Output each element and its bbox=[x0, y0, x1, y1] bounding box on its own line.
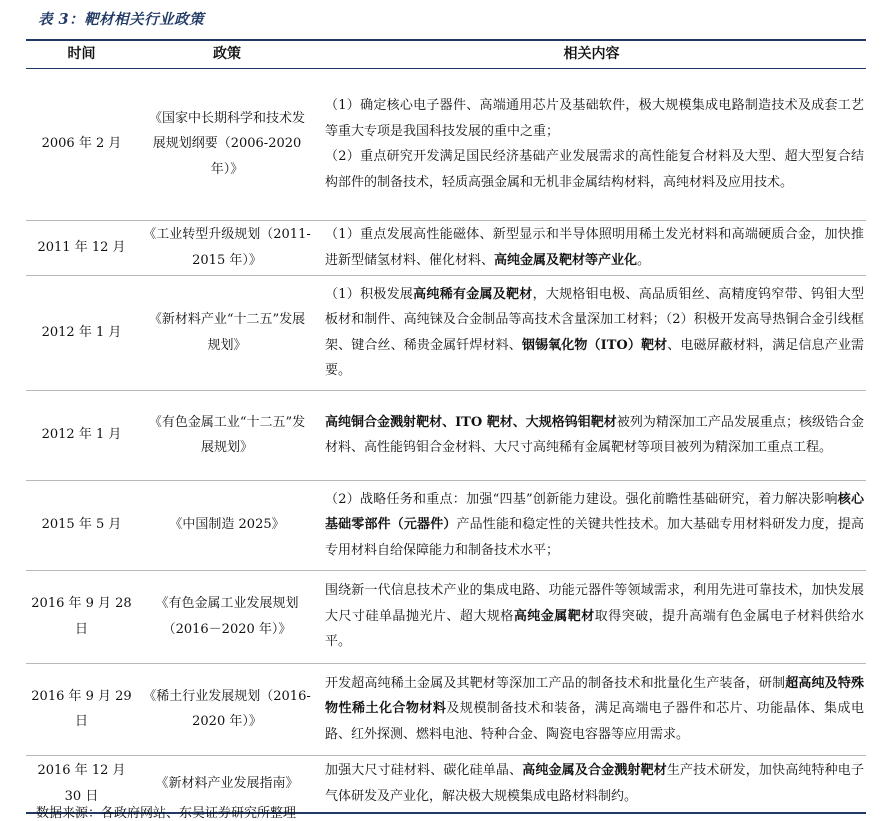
row-policy: 《中国制造 2025》 bbox=[137, 480, 317, 570]
content-text: 及规模制备技术和装备，满足高端电子器件和芯片、功能晶体、集成电路、红外探测、燃料电池、特种合金、陶瓷电容器等应用需求。 bbox=[325, 701, 864, 742]
content-text: （1）重点发展高性能磁体、新型显示和半导体照明用稀土发光材料和高端硬质合金，加快推进新型储氢材料、催化材料、 bbox=[325, 227, 864, 268]
content-text: 取得突破，提升高端有色金属电子材料供给水平。 bbox=[325, 608, 864, 650]
content-paragraph bbox=[325, 93, 864, 144]
content-text: 被列为精深加工产品发展重点；核级锆合金材料、高性能钨钼合金材料、大尺寸高纯稀有金属靶材等项目被列为精深加工重点工程。 bbox=[325, 414, 864, 455]
data-source-note: 数据来源：各政府网站、东吴证券研究所整理 bbox=[36, 806, 297, 821]
header-policy: 政策 bbox=[137, 40, 317, 68]
content-paragraph bbox=[325, 487, 864, 564]
content-text: 生产技术研发，加快高纯特种电子气体研发及产业化，解决极大规模集成电路材料制约。 bbox=[325, 763, 864, 804]
table-row bbox=[26, 275, 866, 390]
table-row bbox=[26, 480, 866, 570]
row-policy: 《新材料产业发展指南》 bbox=[137, 755, 317, 813]
row-time: 2016 年 12 月 30 日 bbox=[26, 755, 137, 813]
row-policy: 《国家中长期科学和技术发展规划纲要（2006-2020 年）》 bbox=[137, 68, 317, 220]
content-paragraph bbox=[325, 410, 864, 461]
content-paragraph bbox=[325, 578, 864, 655]
row-time: 2011 年 12 月 bbox=[26, 220, 137, 275]
table-row bbox=[26, 663, 866, 755]
content-paragraph bbox=[325, 758, 864, 809]
content-text: 开发超高纯稀土金属及其靶材等深加工产品的制备技术和批量化生产装备，研制 bbox=[325, 675, 786, 691]
row-content bbox=[317, 68, 866, 220]
row-policy: 《稀土行业发展规划（2016-2020 年）》 bbox=[137, 663, 317, 755]
content-highlight: 铟锡氧化物（ITO）靶材 bbox=[521, 337, 668, 353]
table-row bbox=[26, 570, 866, 663]
content-text: ，大规格钼电极、高品质钼丝、高精度钨窄带、钨钼大型板材和制件、高纯铼及合金制品等高技术含量深加工材料；（2）积极开发高导热铜合金引线框架、键合丝、稀贵金属钎焊材料、 bbox=[325, 286, 864, 353]
content-highlight: 高纯金属及合金溅射靶材 bbox=[522, 763, 667, 779]
row-policy: 《新材料产业“十二五”发展规划》 bbox=[137, 275, 317, 390]
content-text: （2）战略任务和重点：加强“四基”创新能力建设。强化前瞻性基础研究，着力解决影响 bbox=[325, 491, 838, 507]
table-row bbox=[26, 68, 866, 220]
content-text: （1）确定核心电子器件、高端通用芯片及基础软件，极大规模集成电路制造技术及成套工艺等重大专项是我国科技发展的重中之重； bbox=[325, 98, 864, 139]
header-time: 时间 bbox=[26, 40, 137, 68]
content-text: 产品性能和稳定性的关键共性技术。加大基础专用材料研发力度，提高专用材料自给保障能力和制备技术水平； bbox=[325, 517, 864, 558]
row-content bbox=[317, 390, 866, 480]
content-text: 、电磁屏蔽材料，满足信息产业需要。 bbox=[325, 337, 864, 378]
content-paragraph bbox=[325, 671, 864, 748]
content-highlight: 超高纯及特殊物性稀土化合物材料 bbox=[325, 675, 864, 717]
row-time: 2006 年 2 月 bbox=[26, 68, 137, 220]
content-highlight: 高纯金属靶材 bbox=[513, 608, 595, 624]
row-content bbox=[317, 220, 866, 275]
table-title: 表 3：靶材相关行业政策 bbox=[38, 11, 205, 28]
row-content bbox=[317, 570, 866, 663]
content-paragraph bbox=[325, 282, 864, 384]
row-time: 2012 年 1 月 bbox=[26, 390, 137, 480]
row-time: 2016 年 9 月 29 日 bbox=[26, 663, 137, 755]
content-text: 加强大尺寸硅材料、碳化硅单晶、 bbox=[325, 763, 523, 779]
row-policy: 《有色金属工业“十二五”发展规划》 bbox=[137, 390, 317, 480]
table-row bbox=[26, 390, 866, 480]
table-row bbox=[26, 220, 866, 275]
row-time: 2015 年 5 月 bbox=[26, 480, 137, 570]
row-time: 2012 年 1 月 bbox=[26, 275, 137, 390]
content-highlight: 高纯金属及靶材等产业化 bbox=[494, 252, 638, 268]
row-time: 2016 年 9 月 28 日 bbox=[26, 570, 137, 663]
content-paragraph bbox=[325, 222, 864, 273]
content-text: 。 bbox=[637, 252, 651, 268]
content-text: （1）积极发展 bbox=[325, 286, 414, 302]
content-highlight: 高纯铜合金溅射靶材、ITO 靶材、大规格钨钼靶材 bbox=[325, 414, 617, 430]
content-text: （2）重点研究开发满足国民经济基础产业发展需求的高性能复合材料及大型、超大型复合结构部件的制备技术，轻质高强金属和无机非金属结构材料，高纯材料及应用技术。 bbox=[325, 149, 864, 190]
row-policy: 《有色金属工业发展规划（2016－2020 年）》 bbox=[137, 570, 317, 663]
row-policy: 《工业转型升级规划（2011-2015 年）》 bbox=[137, 220, 317, 275]
table-header-row bbox=[26, 40, 866, 68]
content-highlight: 核心基础零部件（元器件） bbox=[325, 491, 864, 533]
content-text: 围绕新一代信息技术产业的集成电路、功能元器件等领域需求，利用先进可靠技术，加快发展大尺寸硅单晶抛光片、超大规格 bbox=[325, 583, 864, 624]
row-content bbox=[317, 755, 866, 813]
content-paragraph bbox=[325, 144, 864, 195]
row-content bbox=[317, 275, 866, 390]
policy-table bbox=[26, 39, 866, 814]
header-content: 相关内容 bbox=[317, 40, 866, 68]
row-content bbox=[317, 480, 866, 570]
content-highlight: 高纯稀有金属及靶材 bbox=[413, 286, 533, 302]
row-content bbox=[317, 663, 866, 755]
